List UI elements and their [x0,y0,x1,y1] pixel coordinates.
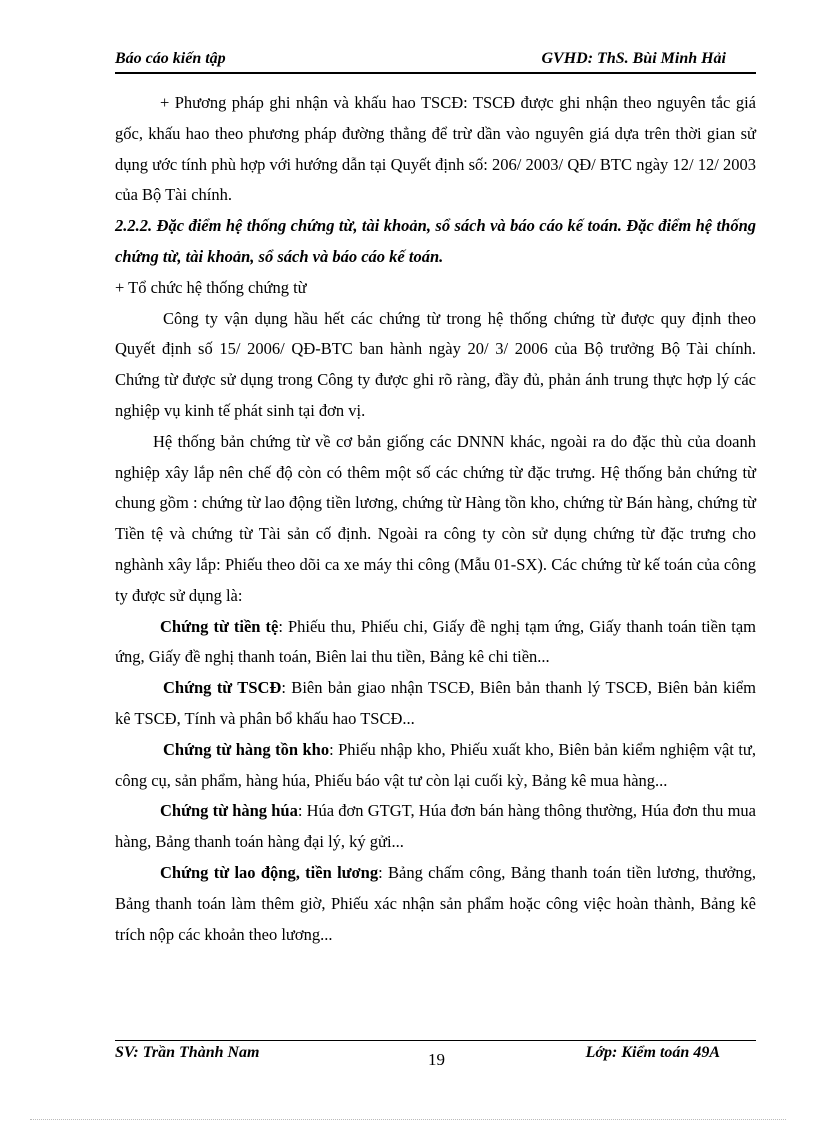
item-labor-docs [115,858,756,950]
paragraph-document-system: Hệ thống bản chứng từ về cơ bản giống các DNNN khác, ngoài ra do đặc thù của doanh nghiệp xây lắp nên chế độ còn có thêm một số các chứng từ đặc trưng. Hệ thống bản chứng từ chung gồm : chứng từ lao động tiền lương, chứng từ Hàng tồn kho, chứng từ Bán hàng, chứng từ Tiền tệ và chứng từ Tài sản cố định. Ngoài ra công ty còn sử dụng chứng từ đặc trưng cho nghành xây lắp: Phiếu theo dõi ca xe máy thi công (Mẫu 01-SX). Các chứng từ kế toán của công ty được sử dụng là: [115,431,756,605]
footer-divider [115,1040,756,1041]
item-text: : Phiếu nhập kho, Phiếu xuất kho, Biên bản kiểm nghiệm vật tư, công cụ, sản phẩm, hàng húa, Phiếu báo vật tư còn lại cuối kỳ, Bảng kê mua hàng... [115,739,756,790]
item-label: Chứng từ lao động, tiền lương [160,862,379,882]
supervisor-name: GVHD: ThS. Bùi Minh Hải [541,50,726,67]
page-number: 19 [428,1050,445,1069]
page-header [115,50,756,74]
item-currency-docs [115,612,756,674]
item-text: : Phiếu thu, Phiếu chi, Giấy đề nghị tạm ứng, Giấy thanh toán tiền tạm ứng, Giấy đề nghị thanh toán, Biên lai thu tiền, Bảng kê chi tiền... [115,616,756,667]
paragraph-regulation: Công ty vận dụng hầu hết các chứng từ trong hệ thống chứng từ được quy định theo Quyết định số 15/ 2006/ QĐ-BTC ban hành ngày 20/ 3/ 2006 của Bộ trưởng Bộ Tài chính. Chứng từ được sử dụng trong Công ty được ghi rõ ràng, đầy đủ, phản ánh trung thực hợp lý các nghiệp vụ kinh tế phát sinh tại đơn vị. [115,308,756,420]
paragraph-depreciation: + Phương pháp ghi nhận và khấu hao TSCĐ: TSCĐ được ghi nhận theo nguyên tắc giá gốc, khấu hao theo phương pháp đường thẳng để trừ dần vào nguyên giá dựa trên thời gian sử dụng ước tính phù hợp với hướng dẫn tại Quyết định số: 206/ 2003/ QĐ/ BTC ngày 12/ 12/ 2003 của Bộ Tài chính. [115,93,756,205]
item-inventory-docs [115,735,756,797]
item-label: Chứng từ hàng tồn kho [163,739,330,759]
item-goods-docs [115,796,756,858]
item-text: : Biên bản giao nhận TSCĐ, Biên bản thanh lý TSCĐ, Biên bản kiểm kê TSCĐ, Tính và phân bổ khấu hao TSCĐ... [115,678,756,728]
page-bottom-border [30,1119,786,1120]
page-footer [115,1044,756,1068]
report-title: Báo cáo kiến tập [115,50,226,67]
class-name: Lớp: Kiểm toán 49A [585,1044,720,1061]
page-body [115,88,756,950]
student-name: SV: Trần Thành Nam [115,1044,260,1061]
paragraph-org-documents: + Tổ chức hệ thống chứng từ [115,277,307,297]
item-label: Chứng từ tiền tệ [160,616,279,636]
item-text: : Húa đơn GTGT, Húa đơn bán hàng thông thường, Húa đơn thu mua hàng, Bảng thanh toán hàng đại lý, ký gửi... [115,801,756,852]
section-heading: 2.2.2. Đặc điểm hệ thống chứng từ, tài khoản, sổ sách và báo cáo kế toán. Đặc điểm hệ thống chứng từ, tài khoản, sổ sách và báo cáo kế toán. [115,216,756,266]
item-text: : Bảng chấm công, Bảng thanh toán tiền lương, thưởng, Bảng thanh toán làm thêm giờ, Phiếu xác nhận sản phẩm hoặc công việc hoàn thành, Bảng kê trích nộp các khoản theo lương... [115,862,757,944]
item-label: Chứng từ TSCĐ [163,678,282,698]
item-fixed-asset-docs [115,673,756,735]
item-label: Chứng từ hàng húa [160,801,298,821]
